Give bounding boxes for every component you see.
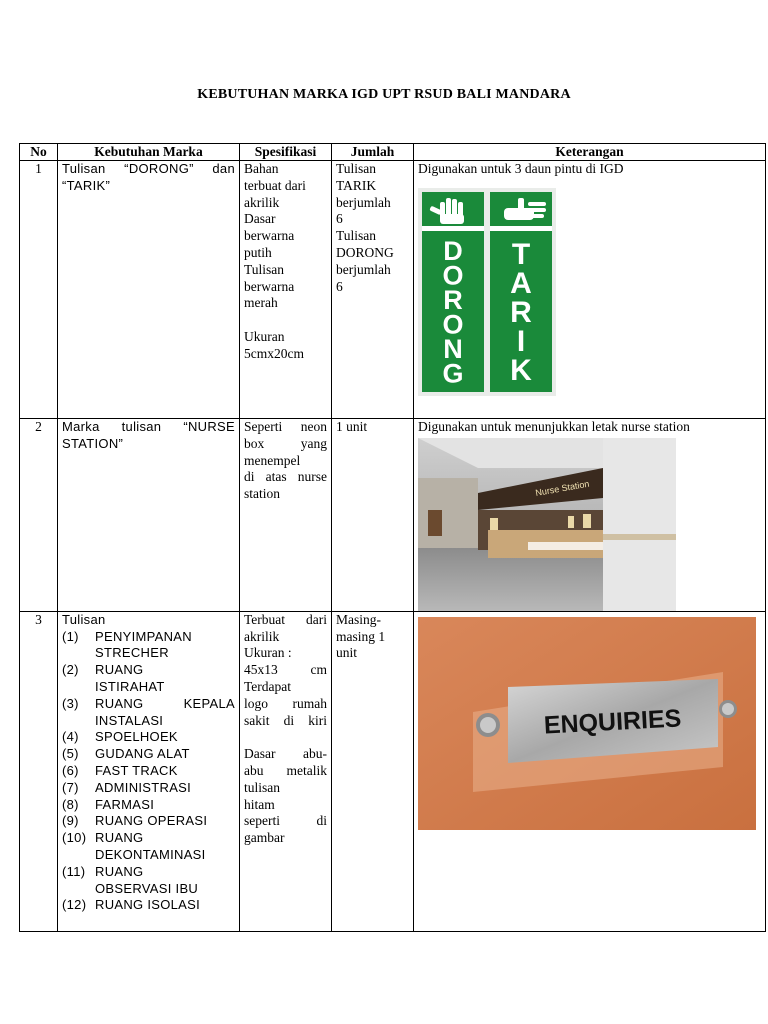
list-item-number: (7): [62, 779, 79, 795]
cell-line: Ukuran: [244, 328, 285, 344]
list-item-number: (4): [62, 729, 79, 745]
list-item-label: RUANG OBSERVASI IBU: [95, 863, 199, 896]
row-number: 3: [20, 611, 58, 931]
enquiries-image: [418, 617, 756, 830]
list-item-number: (5): [62, 746, 79, 762]
enquiries-sign-text: ENQUIRIES: [543, 704, 682, 740]
cell-line: terbuat dari: [244, 177, 306, 193]
list-item: [62, 864, 235, 898]
cell-line: berjumlah: [336, 261, 391, 277]
table-row: [20, 161, 766, 419]
header-no: No: [20, 144, 58, 161]
dorong-divider: [422, 226, 484, 231]
room-list: [62, 629, 235, 915]
cell-line: Tulisan: [336, 228, 377, 244]
nurse-station-svg: [418, 438, 676, 611]
cell-line: Ukuran :: [244, 645, 292, 661]
list-item: [62, 662, 235, 696]
header-jumlah: Jumlah: [332, 144, 414, 161]
jumlah-lines: [336, 419, 409, 436]
cell-line: 6: [336, 278, 343, 294]
cell-line: unit: [336, 645, 358, 661]
list-item: [62, 629, 235, 663]
header-kebutuhan: Kebutuhan Marka: [58, 144, 240, 161]
spec-lines: [244, 612, 327, 847]
cell-line: Dasar abu-: [244, 746, 327, 762]
kebutuhan-cell: [58, 611, 240, 931]
keterangan-cell: [414, 611, 766, 931]
keterangan-cell: [414, 419, 766, 612]
jumlah-cell: [332, 611, 414, 931]
cell-line: seperti di: [244, 813, 327, 829]
cell-line: berwarna: [244, 278, 295, 294]
nurse-station-sign-text: Nurse Station: [534, 478, 591, 498]
document-title: KEBUTUHAN MARKA IGD UPT RSUD BALI MANDARA: [197, 87, 571, 102]
list-item-label: RUANG DEKONTAMINASI: [95, 830, 206, 862]
list-item-number: (2): [62, 662, 79, 678]
header-keterangan: Keterangan: [414, 144, 766, 161]
cell-line: [244, 312, 327, 329]
cell-line: TARIK: [336, 177, 377, 193]
enquiries-svg: [418, 617, 756, 830]
list-item: [62, 897, 235, 914]
list-item-number: (1): [62, 628, 79, 644]
jumlah-lines: [336, 612, 409, 662]
list-item: [62, 729, 235, 746]
list-item-label: FARMASI: [95, 796, 155, 812]
dorong-letters: D O R O N G: [442, 235, 464, 389]
tarik-letters: T A R I K: [510, 237, 532, 387]
cell-line: Terbuat dari: [244, 611, 327, 627]
list-item: [62, 763, 235, 780]
list-item-number: (8): [62, 796, 79, 812]
cell-line: 6: [336, 211, 343, 227]
nurse-station-image: [418, 438, 676, 611]
list-item-label: FAST TRACK: [95, 762, 178, 778]
row-number: 1: [20, 161, 58, 419]
cell-line: 45x13 cm: [244, 662, 327, 678]
table-header-row: [20, 144, 766, 161]
spec-lines: [244, 419, 327, 503]
list-item-number: (12): [62, 897, 87, 913]
cell-line: [244, 729, 327, 746]
cell-line: berjumlah: [336, 194, 391, 210]
cell-line: akrilik: [244, 194, 280, 210]
spesifikasi-cell: [240, 611, 332, 931]
list-item-label: RUANG ISTIRAHAT: [95, 662, 165, 694]
list-item-label: SPOELHOEK: [95, 729, 178, 745]
cell-line: menempel: [244, 452, 301, 468]
header-spesifikasi: Spesifikasi: [240, 144, 332, 161]
cell-line: Dasar: [244, 211, 276, 227]
tarik-divider: [490, 226, 552, 231]
list-item-label: RUANG KEPALA INSTALASI: [95, 695, 235, 728]
keterangan-text: Digunakan untuk 3 daun pintu di IGD: [418, 161, 624, 176]
list-item-label: ADMINISTRASI: [95, 779, 192, 795]
cell-line: tulisan: [244, 779, 280, 795]
list-item-number: (9): [62, 813, 79, 829]
cell-line: di atas nurse: [244, 469, 327, 485]
list-item: [62, 780, 235, 797]
list-item-label: RUANG OPERASI: [95, 813, 208, 829]
cell-line: Bahan: [244, 161, 279, 176]
list-item-number: (10): [62, 830, 87, 846]
cell-line: Terdapat: [244, 678, 292, 694]
list-item: [62, 696, 235, 730]
marka-table: [19, 143, 766, 932]
cell-line: masing 1: [336, 628, 386, 644]
jumlah-lines: [336, 161, 409, 295]
dorong-tarik-svg: [418, 188, 556, 396]
jumlah-cell: [332, 419, 414, 612]
cell-line: Seperti neon: [244, 419, 327, 434]
cell-line: akrilik: [244, 628, 280, 644]
cell-line: logo rumah: [244, 695, 327, 711]
cell-line: berwarna: [244, 228, 295, 244]
dorong-tarik-image: [418, 188, 556, 396]
kebutuhan-title: Tulisan: [62, 611, 106, 627]
list-item: [62, 746, 235, 763]
table-row: [20, 611, 766, 931]
cell-line: merah: [244, 295, 278, 311]
cell-line: DORONG: [336, 244, 394, 260]
cell-line: putih: [244, 244, 272, 260]
keterangan-text: Digunakan untuk menunjukkan letak nurse station: [418, 419, 690, 434]
list-item: [62, 830, 235, 864]
jumlah-cell: [332, 161, 414, 419]
keterangan-cell: [414, 161, 766, 419]
list-item-number: (6): [62, 762, 79, 778]
list-item-label: PENYIMPANAN STRECHER: [95, 628, 192, 661]
cell-line: hitam: [244, 796, 275, 812]
list-item-number: (11): [62, 863, 86, 879]
cell-line: 5cmx20cm: [244, 345, 304, 361]
cell-line: abu metalik: [244, 762, 327, 778]
cell-line: box yang: [244, 435, 327, 451]
list-item-label: GUDANG ALAT: [95, 746, 190, 762]
kebutuhan-cell: Tulisan “DORONG” dan “TARIK”: [58, 161, 240, 419]
list-item-number: (3): [62, 695, 79, 711]
list-item-label: RUANG ISOLASI: [95, 897, 201, 913]
spesifikasi-cell: [240, 419, 332, 612]
cell-line: Tulisan: [336, 161, 377, 176]
list-item: [62, 797, 235, 814]
row-number: 2: [20, 419, 58, 612]
table-row: [20, 419, 766, 612]
cell-line: gambar: [244, 830, 285, 846]
kebutuhan-cell: Marka tulisan “NURSE STATION”: [58, 419, 240, 612]
cell-line: Tulisan: [244, 261, 285, 277]
cell-line: 1 unit: [336, 419, 368, 434]
cell-line: sakit di kiri: [244, 712, 327, 728]
cell-line: Masing-: [336, 611, 381, 627]
spec-lines: [244, 161, 327, 363]
spesifikasi-cell: [240, 161, 332, 419]
list-item: [62, 813, 235, 830]
cell-line: station: [244, 486, 280, 502]
